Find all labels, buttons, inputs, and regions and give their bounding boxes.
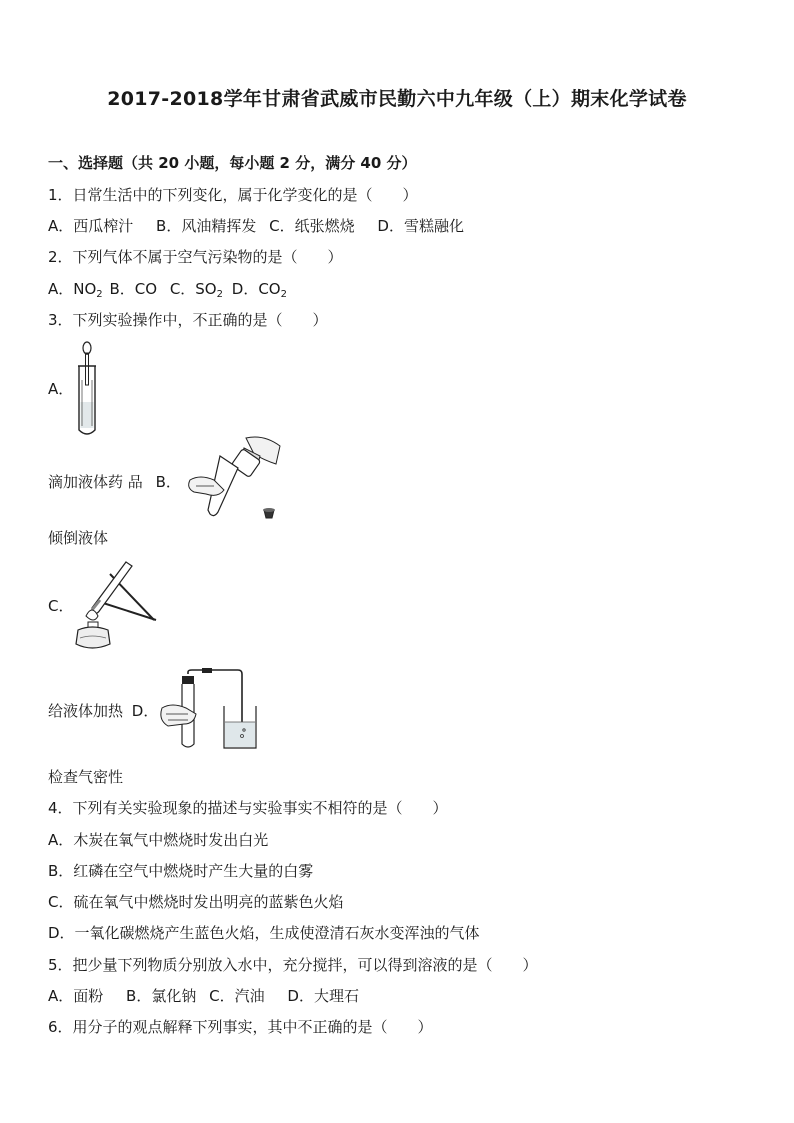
airtightness-check-icon [158,668,258,752]
option-a-caption-and-b-label [48,472,181,492]
option-c-label: C． [48,597,74,615]
option-d-caption: 检查气密性 [48,768,124,786]
option-a: A．木炭在氧气中燃烧时发出白光 [48,831,269,849]
option-b-caption: 倾倒液体 [48,529,109,547]
question-5-options [48,986,377,1006]
option-c: C．纸张燃烧 [269,217,355,235]
dropper-test-tube-icon [72,340,102,438]
option-a: A．$NO_2$ [48,280,103,300]
heating-test-tube-icon [70,560,160,652]
option-b: B．红磷在空气中燃烧时产生大量的白雾 [48,862,314,880]
option-d: D．大理石 [287,987,359,1005]
option-b-label: B． [155,473,181,491]
option-d: D．$CO_2$ [231,280,287,300]
option-c-caption: 给液体加热 [48,702,124,720]
option-a: A．面粉 [48,987,104,1005]
question-4-stem: 4．下列有关实验现象的描述与实验事实不相符的是（ ） [48,799,448,817]
option-a: A．西瓜榨汁 [48,217,134,235]
option-b: B．CO [109,280,158,298]
option-b: B．氯化钠 [126,987,197,1005]
pouring-liquid-icon [184,434,284,524]
option-c-caption-and-d-label [48,701,158,721]
question-6-stem: 6．用分子的观点解释下列事实，其中不正确的是（ ） [48,1018,433,1036]
option-b: B．风油精挥发 [156,217,257,235]
option-c: C．$SO_2$ [169,280,223,300]
question-3-stem: 3．下列实验操作中，不正确的是（ ） [48,311,328,329]
section-heading: 一、选择题（共 20 小题，每小题 2 分，满分 40 分） [48,154,417,172]
question-5-stem: 5．把少量下列物质分别放入水中，充分搅拌，可以得到溶液的是（ ） [48,956,538,974]
option-c: C．汽油 [209,987,265,1005]
question-2-options [48,279,287,305]
option-d: D．雪糕融化 [377,217,464,235]
page-title: 2017-2018学年甘肃省武威市民勤六中九年级（上）期末化学试卷 [107,88,687,110]
option-a-label: A． [48,380,74,398]
question-1-options [48,216,482,236]
option-a-caption: 滴加液体药 品 [48,473,143,491]
option-d-label: D． [131,702,159,720]
option-d: D．一氧化碳燃烧产生蓝色火焰，生成使澄清石灰水变浑浊的气体 [48,924,480,942]
option-c: C．硫在氧气中燃烧时发出明亮的蓝紫色火焰 [48,893,344,911]
question-1-stem: 1．日常生活中的下列变化，属于化学变化的是（ ） [48,186,418,204]
question-2-stem: 2．下列气体不属于空气污染物的是（ ） [48,248,343,266]
